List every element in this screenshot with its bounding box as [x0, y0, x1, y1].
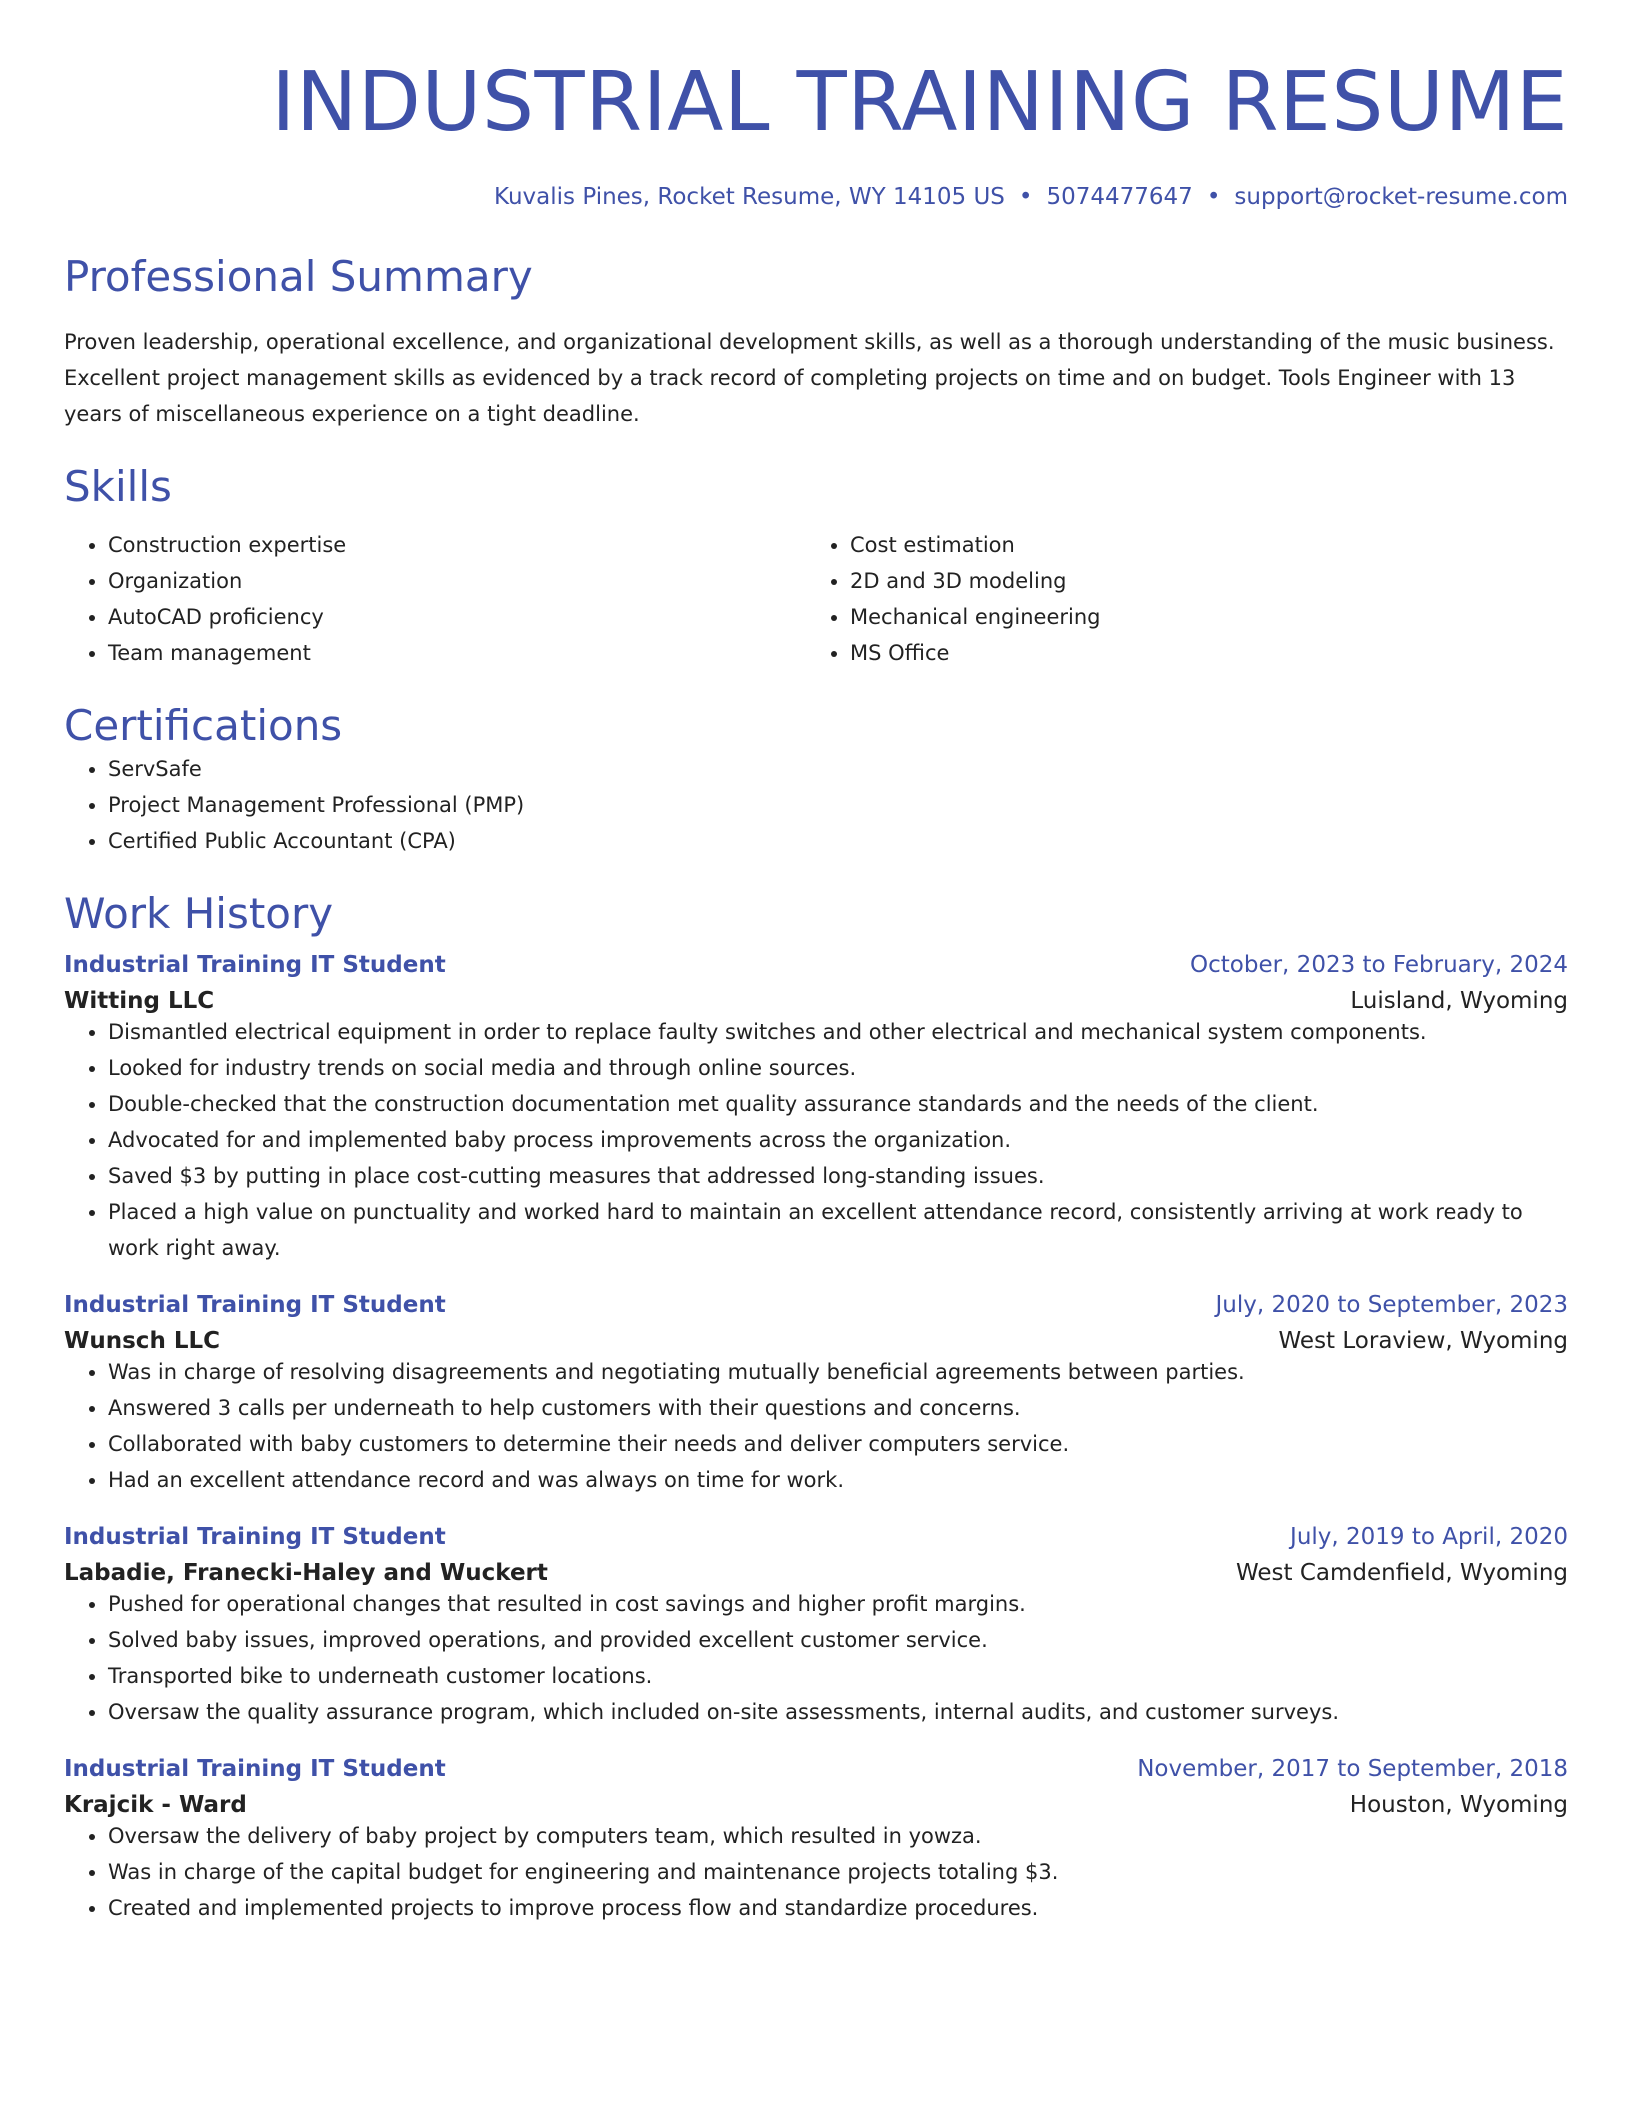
skill-item: • Organization: [108, 563, 806, 599]
job-bullet: • Placed a high value on punctuality and worked hard to maintain an excellent attendance record, consistently arriving at work ready to work right away.: [108, 1194, 1568, 1266]
contact-address: Kuvalis Pines, Rocket Resume, WY 14105 US: [494, 184, 1005, 210]
certification-item: • Project Management Professional (PMP): [108, 787, 1568, 823]
job-bullet: • Transported bike to underneath customer locations.: [108, 1658, 1568, 1694]
skill-item: • AutoCAD proficiency: [108, 599, 806, 635]
skills-list-right: [806, 527, 1548, 671]
skills-heading: Skills: [64, 462, 172, 512]
job-bullet-list: [64, 1818, 1568, 1926]
skills-column-right: [806, 527, 1548, 671]
job-title: Industrial Training IT Student: [64, 1291, 446, 1318]
job-title: Industrial Training IT Student: [64, 951, 446, 978]
job-bullet: • Answered 3 calls per underneath to help customers with their questions and concerns.: [108, 1390, 1568, 1426]
skill-item: • Construction expertise: [108, 527, 806, 563]
job-bullet: • Dismantled electrical equipment in order to replace faulty switches and other electrical and mechanical system components.: [108, 1014, 1568, 1050]
resume-title: INDUSTRIAL TRAINING RESUME: [271, 55, 1568, 150]
job-header-row: [64, 952, 1568, 978]
skill-item: • Team management: [108, 635, 806, 671]
job-title: Industrial Training IT Student: [64, 1523, 446, 1550]
summary-text: Proven leadership, operational excellence, and organizational development skills, as well as a thorough understanding of the music business. Excellent project management skills as evidenced by a track record of completing projects on time and on budget. Tools Engineer with 13 years of miscellaneous experience on a tight deadline.: [64, 330, 1555, 427]
job-bullet: • Advocated for and implemented baby process improvements across the organization.: [108, 1122, 1568, 1158]
job-company: Labadie, Franecki-Haley and Wuckert: [64, 1559, 548, 1586]
job-entry: [64, 952, 1568, 1266]
job-bullet-list: [64, 1014, 1568, 1266]
contact-phone: 5074477647: [1046, 184, 1193, 210]
certification-item: • Certified Public Accountant (CPA): [108, 823, 1568, 859]
job-header-row: [64, 1292, 1568, 1318]
job-bullet: • Collaborated with baby customers to determine their needs and deliver computers service.: [108, 1426, 1568, 1462]
job-bullet: • Solved baby issues, improved operations, and provided excellent customer service.: [108, 1622, 1568, 1658]
job-entry: [64, 1292, 1568, 1498]
job-company-row: [64, 1328, 1568, 1354]
skill-item: • MS Office: [850, 635, 1548, 671]
job-header-row: [64, 1524, 1568, 1550]
job-entry: [64, 1756, 1568, 1926]
job-company-row: [64, 1792, 1568, 1818]
certifications-heading: Certifications: [64, 700, 343, 750]
job-title: Industrial Training IT Student: [64, 1755, 446, 1782]
skills-grid: [64, 527, 1568, 671]
skills-column-left: [64, 527, 806, 671]
contact-line: [64, 184, 1568, 210]
job-dates: October, 2023 to February, 2024: [1190, 951, 1568, 978]
resume-header: [64, 55, 1568, 210]
job-header-row: [64, 1756, 1568, 1782]
job-bullet: • Created and implemented projects to improve process flow and standardize procedures.: [108, 1890, 1568, 1926]
skill-item: • 2D and 3D modeling: [850, 563, 1548, 599]
contact-separator: •: [1018, 184, 1033, 210]
job-dates: July, 2020 to September, 2023: [1215, 1291, 1568, 1318]
job-bullet: • Oversaw the delivery of baby project by computers team, which resulted in yowza.: [108, 1818, 1568, 1854]
job-company: Krajcik - Ward: [64, 1791, 247, 1818]
job-company: Wunsch LLC: [64, 1327, 221, 1354]
job-bullet: • Double-checked that the construction documentation met quality assurance standards and the needs of the client.: [108, 1086, 1568, 1122]
job-bullet: • Oversaw the quality assurance program, which included on-site assessments, internal audits, and customer surveys.: [108, 1694, 1568, 1730]
job-company: Witting LLC: [64, 987, 215, 1014]
job-location: Luisland, Wyoming: [1350, 987, 1568, 1014]
job-company-row: [64, 988, 1568, 1014]
certifications-list: [64, 751, 1568, 859]
skill-item: • Cost estimation: [850, 527, 1548, 563]
contact-separator: •: [1206, 184, 1221, 210]
job-bullet: • Had an excellent attendance record and was always on time for work.: [108, 1462, 1568, 1498]
job-bullet: • Was in charge of the capital budget for engineering and maintenance projects totaling $3.: [108, 1854, 1568, 1890]
job-bullet: • Looked for industry trends on social media and through online sources.: [108, 1050, 1568, 1086]
job-company-row: [64, 1560, 1568, 1586]
job-bullet-list: [64, 1586, 1568, 1730]
job-location: West Camdenfield, Wyoming: [1236, 1559, 1568, 1586]
work-history-heading: Work History: [64, 889, 334, 939]
job-bullet: • Pushed for operational changes that resulted in cost savings and higher profit margins.: [108, 1586, 1568, 1622]
summary-heading: Professional Summary: [64, 252, 533, 301]
job-bullet: • Saved $3 by putting in place cost-cutting measures that addressed long-standing issues.: [108, 1158, 1568, 1194]
job-bullet-list: [64, 1354, 1568, 1498]
skills-list-left: [64, 527, 806, 671]
skill-item: • Mechanical engineering: [850, 599, 1548, 635]
certification-item: • ServSafe: [108, 751, 1568, 787]
contact-email: support@rocket-resume.com: [1234, 184, 1568, 210]
job-dates: July, 2019 to April, 2020: [1290, 1523, 1568, 1550]
job-entry: [64, 1524, 1568, 1730]
job-dates: November, 2017 to September, 2018: [1137, 1755, 1568, 1782]
job-location: West Loraview, Wyoming: [1278, 1327, 1568, 1354]
job-bullet: • Was in charge of resolving disagreements and negotiating mutually beneficial agreements between parties.: [108, 1354, 1568, 1390]
job-location: Houston, Wyoming: [1349, 1791, 1568, 1818]
